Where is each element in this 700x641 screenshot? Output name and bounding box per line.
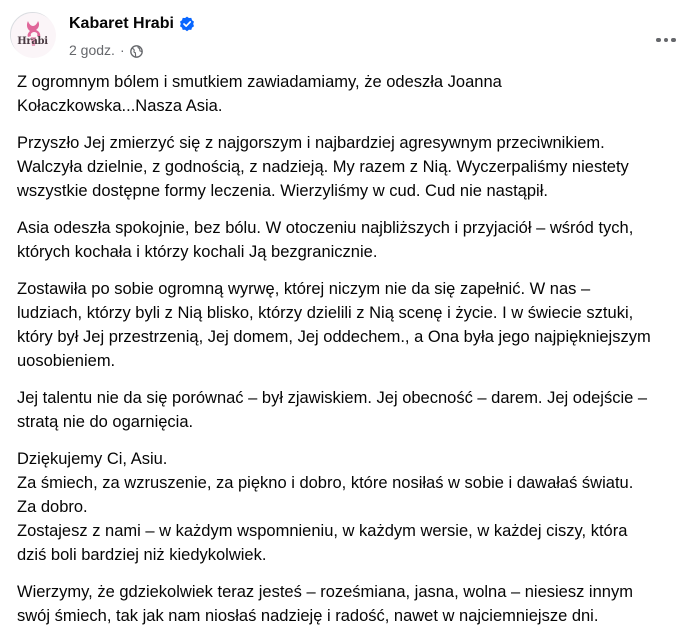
verified-badge-icon bbox=[179, 16, 195, 32]
more-options-dot bbox=[671, 38, 676, 43]
post-paragraph: Z ogromnym bólem i smutkiem zawiadamiamy, że odeszła Joanna Kołaczkowska...Nasza Asia. bbox=[17, 73, 502, 115]
page-name[interactable] bbox=[69, 14, 195, 34]
post-paragraph: Przyszło Jej zmierzyć się z najgorszym i najbardziej agresywnym przeciwnikiem. Walczyła dzielnie, z godnością, z nadzieją. My razem z Nią. Wyczerpaliśmy niestety wszystkie dostępne formy leczenia. Wierzyliśmy w cud. Cud nie nastąpił. bbox=[17, 134, 629, 200]
post-body bbox=[17, 70, 693, 641]
page-avatar[interactable] bbox=[10, 12, 55, 57]
post-paragraph: Asia odeszła spokojnie, bez bólu. W otoczeniu najbliższych i przyjaciół – wśród tych, których kochała i którzy kochali Ją bezgranicznie. bbox=[17, 219, 634, 261]
post-paragraph: Dziękujemy Ci, Asiu. Za śmiech, za wzruszenie, za piękno i dobro, które nosiłaś w sobie i dawałaś światu. Za dobro. Zostajesz z nami – w każdym wspomnieniu, w każdym wersie, w każdej ciszy, która dziś boli bardziej niż kiedykolwiek. bbox=[17, 450, 634, 564]
post-timestamp[interactable]: 2 godz. bbox=[69, 42, 115, 58]
post-meta bbox=[69, 41, 143, 59]
post-paragraph: Wierzymy, że gdziekolwiek teraz jesteś – roześmiana, jasna, wolna – niesiesz innym swój śmiech, tak jak nam niosłaś nadzieję i radość, nawet w najciemniejsze dni. bbox=[17, 583, 633, 625]
more-options-dot bbox=[656, 38, 661, 43]
page-name-text[interactable]: Kabaret Hrabi bbox=[69, 15, 174, 32]
post-header bbox=[0, 0, 700, 64]
more-options-button[interactable] bbox=[646, 22, 686, 58]
more-options-dot bbox=[664, 38, 669, 43]
globe-icon[interactable] bbox=[130, 44, 143, 57]
post-paragraph: Zostawiła po sobie ogromną wyrwę, której niczym nie da się zapełnić. W nas – ludziach, którzy byli z Nią blisko, którzy dzielili z Nią scenę i życie. I w świecie sztuki, który był Jej przestrzenią, Jej domem, Jej oddechem., a Ona była jego najpiękniejszym uosobieniem. bbox=[17, 280, 651, 370]
post-paragraph: Jej talentu nie da się porównać – był zjawiskiem. Jej obecność – darem. Jej odejście – stratą nie do ogarnięcia. bbox=[17, 389, 648, 431]
meta-separator: · bbox=[119, 42, 125, 58]
avatar-logo-text: Hrabi bbox=[17, 36, 48, 47]
